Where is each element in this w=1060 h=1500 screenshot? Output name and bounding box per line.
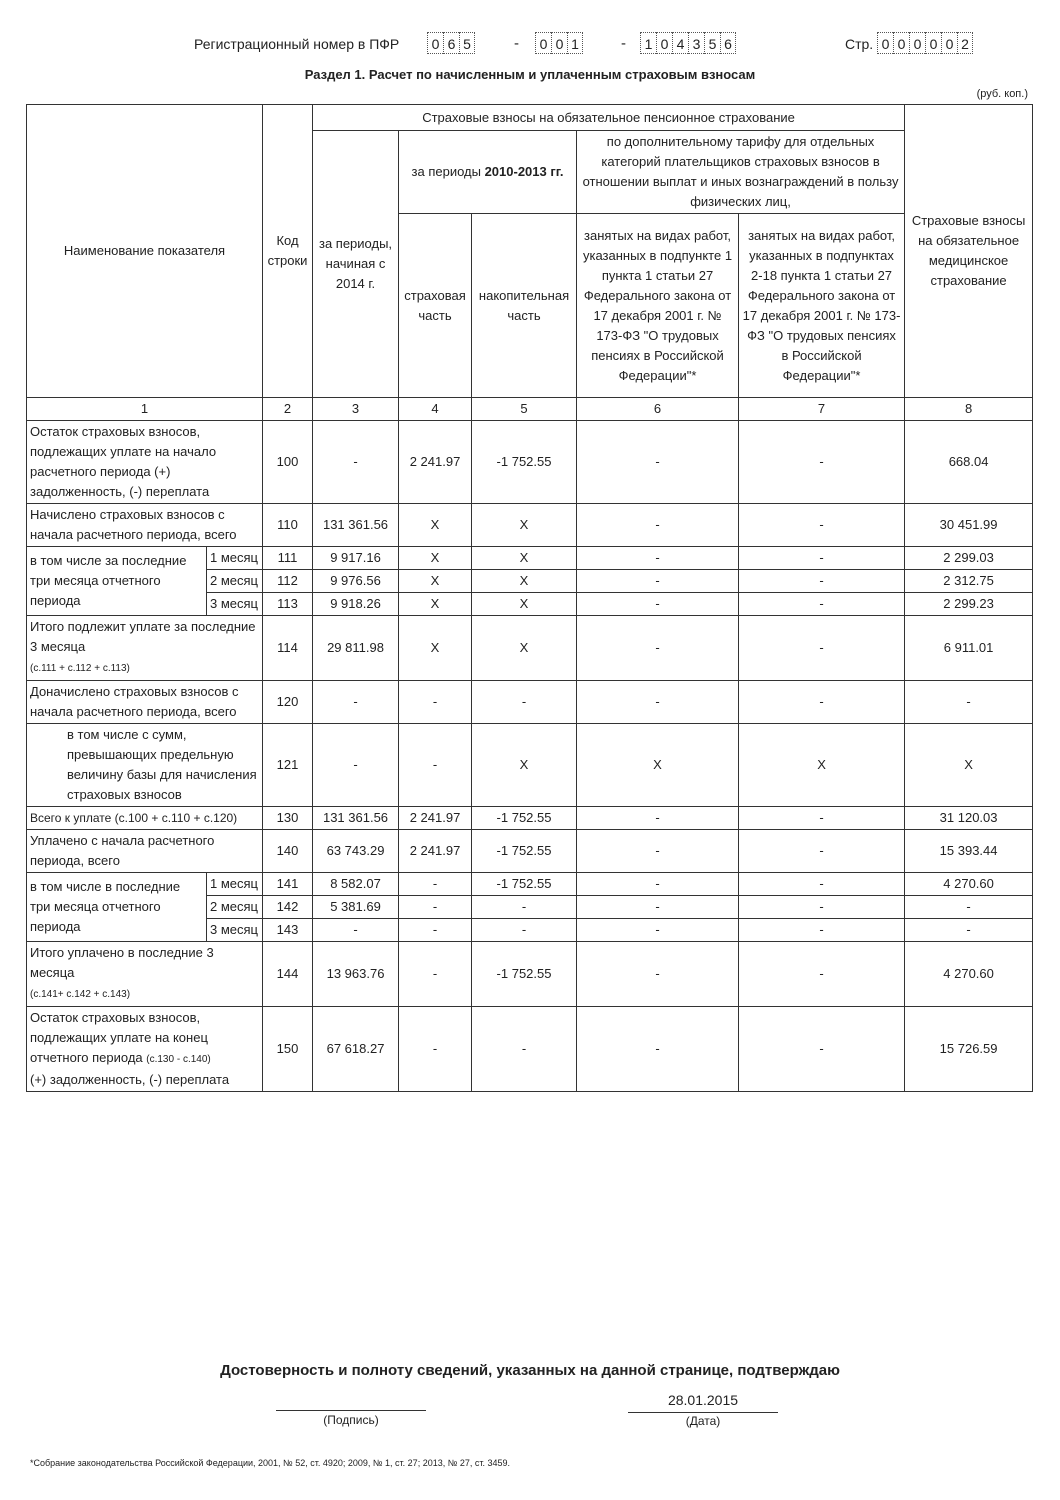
units-label: (руб. коп.) (976, 88, 1028, 100)
digit-box: 0 (909, 32, 925, 54)
header-insurance-part: страховая часть (399, 214, 472, 398)
header-additional-tariff: по дополнительному тарифу для отдельных категорий плательщиков страховых взносов в отношении выплат и иных вознаграждений в пользу физических лиц, (577, 131, 905, 214)
digit-box: 1 (640, 32, 656, 54)
row-name: Доначислено страховых взносов с начала расчетного периода, всего (27, 681, 263, 724)
digit-box: 1 (567, 32, 583, 54)
reg-number-label: Регистрационный номер в ПФР (194, 36, 400, 52)
digit-box: 0 (427, 32, 443, 54)
confirmation-statement: Достоверность и полноту сведений, указанных на данной странице, подтверждаю (220, 1362, 840, 1379)
digit-box: 6 (443, 32, 459, 54)
row-name: Начислено страховых взносов с начала расчетного периода, всего (27, 504, 263, 547)
month-label: 2 месяц (207, 896, 263, 919)
digit-box: 5 (704, 32, 720, 54)
row-name: в том числе в последние три месяца отчетного периода (27, 873, 207, 942)
header-subpoint-1: занятых на видах работ, указанных в подпункте 1 пункта 1 статьи 27 Федерального закона от 17 декабря 2001 г. № 173-ФЗ "О трудовых пенсиях в Российской Федерации"* (577, 214, 739, 398)
digit-box: 6 (720, 32, 736, 54)
month-label: 1 месяц (207, 873, 263, 896)
header-medical: Страховые взносы на обязательное медицинское страхование (905, 105, 1033, 398)
table-row: 2 месяц 142 5 381.69 - - - - - (27, 896, 1033, 919)
digit-box: 0 (535, 32, 551, 54)
registration-header (0, 30, 1060, 62)
signature-label: (Подпись) (323, 1413, 379, 1427)
table-row: 3 месяц 113 9 918.26 X X - - 2 299.23 (27, 593, 1033, 616)
row-name: Итого уплачено в последние 3 месяца (с.141+ с.142 + с.143) (27, 942, 263, 1007)
header-from-2014: за периоды, начиная с 2014 г. (313, 131, 399, 398)
row-name: Остаток страховых взносов, подлежащих уплате на начало расчетного периода (+) задолженность, (-) переплата (27, 421, 263, 504)
reg-part1-boxes (427, 32, 475, 54)
header-pension: Страховые взносы на обязательное пенсионное страхование (313, 105, 905, 131)
date-value: 28.01.2015 (667, 1392, 739, 1408)
column-numbers-row: 1 2 3 4 5 6 7 8 (27, 398, 1033, 421)
table-row: Начислено страховых взносов с начала расчетного периода, всего 110 131 361.56 X X - - 30 451.99 (27, 504, 1033, 547)
footnote: *Собрание законодательства Российской Федерации, 2001, № 52, ст. 4920; 2009, № 1, ст. 27; 2013, № 27, ст. 3459. (30, 1458, 511, 1468)
header-subpoints-2-18: занятых на видах работ, указанных в подпунктах 2-18 пункта 1 статьи 27 Федерального закона от 17 декабря 2001 г. № 173-ФЗ "О трудовых пенсиях в Российской Федерации"* (739, 214, 905, 398)
digit-box: 2 (957, 32, 973, 54)
reg-part2-boxes (535, 32, 583, 54)
row-name: Уплачено с начала расчетного периода, всего (27, 830, 263, 873)
digit-box: 0 (925, 32, 941, 54)
table-row: Итого подлежит уплате за последние 3 месяца (с.111 + с.112 + с.113) 114 29 811.98 X X - - 6 911.01 (27, 616, 1033, 681)
table-row: Всего к уплате (с.100 + с.110 + с.120) 130 131 361.56 2 241.97 -1 752.55 - - 31 120.03 (27, 807, 1033, 830)
header-accumulation-part: накопительная часть (472, 214, 577, 398)
table-row: Уплачено с начала расчетного периода, всего 140 63 743.29 2 241.97 -1 752.55 - - 15 393.44 (27, 830, 1033, 873)
header-row-code: Код строки (263, 105, 313, 398)
digit-box: 3 (688, 32, 704, 54)
signature-line (276, 1410, 426, 1411)
reg-dash: - (621, 35, 626, 52)
table-row: в том числе с сумм, превышающих предельную величину базы для начисления страховых взносов 121 - - X X X X (27, 724, 1033, 807)
digit-box: 4 (672, 32, 688, 54)
date-line (628, 1412, 778, 1413)
reg-part3-boxes (640, 32, 736, 54)
row-name: в том числе с сумм, превышающих предельную величину базы для начисления страховых взносов (27, 724, 263, 807)
digit-box: 0 (941, 32, 957, 54)
digit-box: 5 (459, 32, 475, 54)
table-row: 2 месяц 112 9 976.56 X X - - 2 312.75 (27, 570, 1033, 593)
table-row: Итого уплачено в последние 3 месяца (с.141+ с.142 + с.143) 144 13 963.76 - -1 752.55 - - 4 270.60 (27, 942, 1033, 1007)
page-label: Стр. (845, 36, 874, 52)
date-label: (Дата) (685, 1414, 721, 1428)
row-name: Остаток страховых взносов, подлежащих уплате на конец отчетного периода (с.130 - с.140) (+) задолженность, (-) переплата (27, 1007, 263, 1092)
month-label: 3 месяц (207, 593, 263, 616)
month-label: 3 месяц (207, 919, 263, 942)
table-row: Доначислено страховых взносов с начала расчетного периода, всего 120 - - - - - - (27, 681, 1033, 724)
row-name: Итого подлежит уплате за последние 3 месяца (с.111 + с.112 + с.113) (27, 616, 263, 681)
contributions-table (26, 104, 1033, 1092)
reg-dash: - (514, 35, 519, 52)
header-indicator-name: Наименование показателя (27, 105, 263, 398)
table-row: Остаток страховых взносов, подлежащих уплате на конец отчетного периода (с.130 - с.140) (+) задолженность, (-) переплата 150 67 618.27 - - - - 15 726.59 (27, 1007, 1033, 1092)
digit-box: 0 (656, 32, 672, 54)
table-row: 3 месяц 143 - - - - - - (27, 919, 1033, 942)
digit-box: 0 (877, 32, 893, 54)
digit-box: 0 (551, 32, 567, 54)
section-title: Раздел 1. Расчет по начисленным и уплаченным страховым взносам (304, 67, 756, 82)
row-name: Всего к уплате (с.100 + с.110 + с.120) (27, 807, 263, 830)
row-name: в том числе за последние три месяца отчетного периода (27, 547, 207, 616)
page-number-boxes (877, 32, 973, 54)
table-row: в том числе в последние три месяца отчетного периода 1 месяц 141 8 582.07 - -1 752.55 - - 4 270.60 (27, 873, 1033, 896)
digit-box: 0 (893, 32, 909, 54)
table-row: в том числе за последние три месяца отчетного периода 1 месяц 111 9 917.16 X X - - 2 299.03 (27, 547, 1033, 570)
month-label: 2 месяц (207, 570, 263, 593)
header-2010-2013: за периоды 2010-2013 гг. (399, 131, 577, 214)
month-label: 1 месяц (207, 547, 263, 570)
table-row: Остаток страховых взносов, подлежащих уплате на начало расчетного периода (+) задолженность, (-) переплата 100 - 2 241.97 -1 752.55 - - 668.04 (27, 421, 1033, 504)
